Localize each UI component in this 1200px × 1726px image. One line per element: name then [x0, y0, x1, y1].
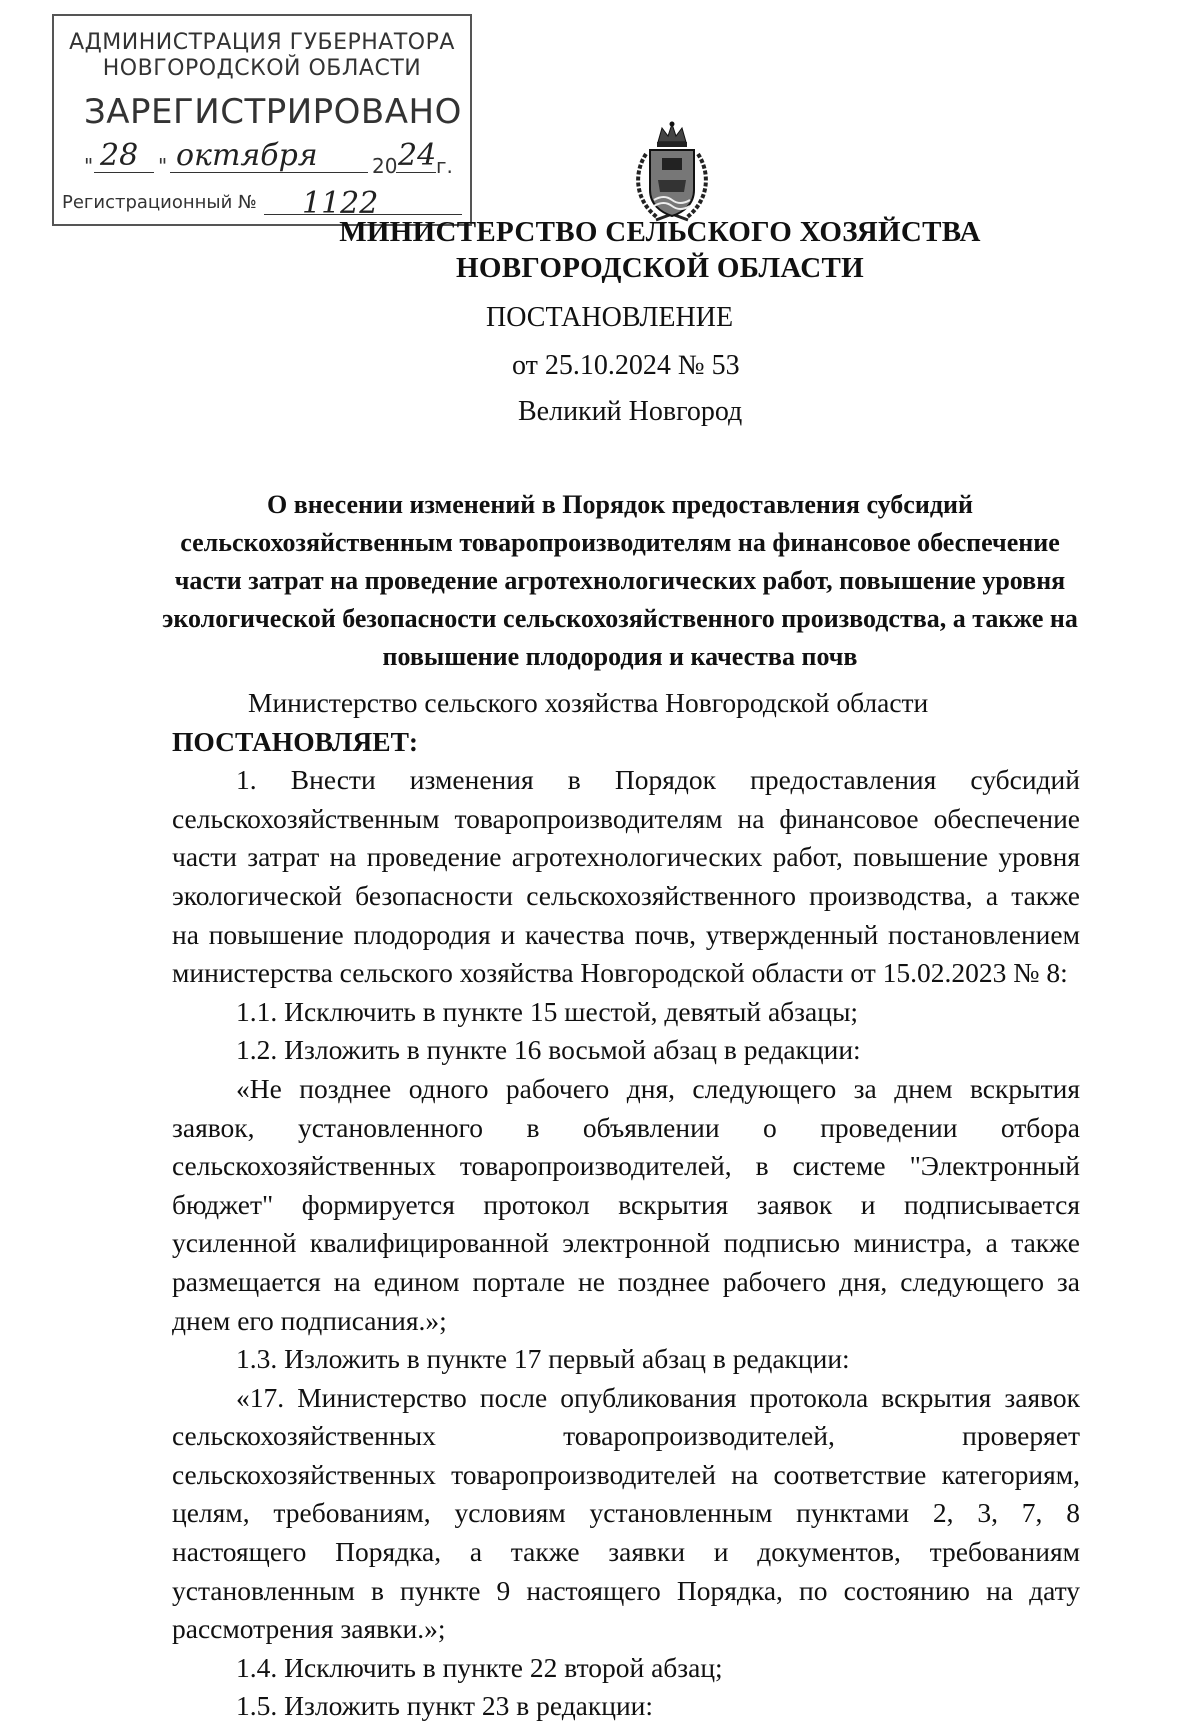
stamp-year-unit: г. [436, 154, 453, 178]
quoted-paragraph-1: «Не позднее одного рабочего дня, следующего за днем вскрытия заявок, установленного в объявлении о проведении отбора сельскохозяйственных товаропроизводителей, в системе "Электронный бюджет" формируется протокол вскрытия заявок и подписывается усиленной квалифицированной электронной подписью министра, а также размещается на едином портале не позднее рабочего дня, следующего за днем его подписания.»; [172, 1072, 1080, 1336]
title-line: О внесении изменений в Порядок предоставления субсидий [267, 490, 973, 519]
paragraph-1-5: 1.5. Изложить пункт 23 в редакции: [236, 1690, 654, 1722]
paragraph-1: 1. Внести изменения в Порядок предоставления субсидий сельскохозяйственным товаропроизводителям на финансовое обеспечение части затрат на проведение агротехнологических работ, повышение уровня экологической безопасности сельскохозяйственного производства, а также на повышение плодородия и качества почв, утвержденный постановлением министерства сельского хозяйства Новгородской области от 15.02.2023 № 8: [172, 764, 1080, 989]
paragraph-1-2: 1.2. Изложить в пункте 16 восьмой абзац в редакции: [236, 1034, 861, 1066]
paragraph-1-3: 1.3. Изложить в пункте 17 первый абзац в редакции: [236, 1343, 850, 1375]
stamp-reg-label: Регистрационный № [62, 192, 257, 213]
document-date-number: от 25.10.2024 № 53 [512, 350, 740, 381]
quoted-paragraph-2: «17. Министерство после опубликования протокола вскрытия заявок сельскохозяйственных товаропроизводителей, проверяет сельскохозяйственных товаропроизводителей на соответствие категориям, целям, требованиям, условиям установленным пунктами 2, 3, 7, 8 настоящего Порядка, а также заявки и документов, требованиям установленным в пункте 9 настоящего Порядка, по состоянию на дату рассмотрения заявки.»; [172, 1381, 1080, 1645]
title-line: части затрат на проведение агротехнологических работ, повышение уровня [174, 566, 1066, 595]
ministry-name-line2: НОВГОРОДСКОЙ ОБЛАСТИ [456, 252, 864, 284]
title-line: повышение плодородия и качества почв [382, 642, 858, 671]
stamp-line-region: НОВГОРОДСКОЙ ОБЛАСТИ [102, 56, 422, 81]
stamp-year-prefix: 20 [372, 154, 398, 178]
title-line: сельскохозяйственным товаропроизводителям на финансовое обеспечение [180, 528, 1060, 557]
paragraph-1-1: 1.1. Исключить в пункте 15 шестой, девятый абзацы; [236, 995, 859, 1027]
lead-paragraph [172, 684, 1080, 761]
document-city: Великий Новгород [518, 396, 743, 427]
ministry-name-line1: МИНИСТЕРСТВО СЕЛЬСКОГО ХОЗЯЙСТВА [339, 216, 981, 248]
registration-stamp [52, 14, 472, 226]
stamp-line-administration: АДМИНИСТРАЦИЯ ГУБЕРНАТОРА [69, 30, 455, 55]
title-line: экологической безопасности сельскохозяйственного производства, а также на [162, 604, 1078, 633]
paragraph-1-4: 1.4. Исключить в пункте 22 второй абзац; [236, 1651, 723, 1683]
lead-decree-word: ПОСТАНОВЛЯЕТ: [172, 725, 419, 757]
document-title [160, 486, 1080, 676]
lead-text: Министерство сельского хозяйства Новгородской области [248, 687, 929, 718]
stamp-year-suffix: 24 [398, 138, 437, 173]
stamp-status: ЗАРЕГИСТРИРОВАНО [84, 92, 462, 132]
document-body [172, 684, 1080, 1726]
stamp-day: 28 [100, 138, 139, 173]
stamp-month: октября [176, 138, 318, 173]
stamp-reg-number: 1122 [302, 186, 379, 221]
coat-of-arms-icon [628, 120, 716, 228]
document-type: ПОСТАНОВЛЕНИЕ [486, 302, 734, 333]
stamp-date-line: " 28 " октября 20 24 г. [84, 138, 453, 178]
